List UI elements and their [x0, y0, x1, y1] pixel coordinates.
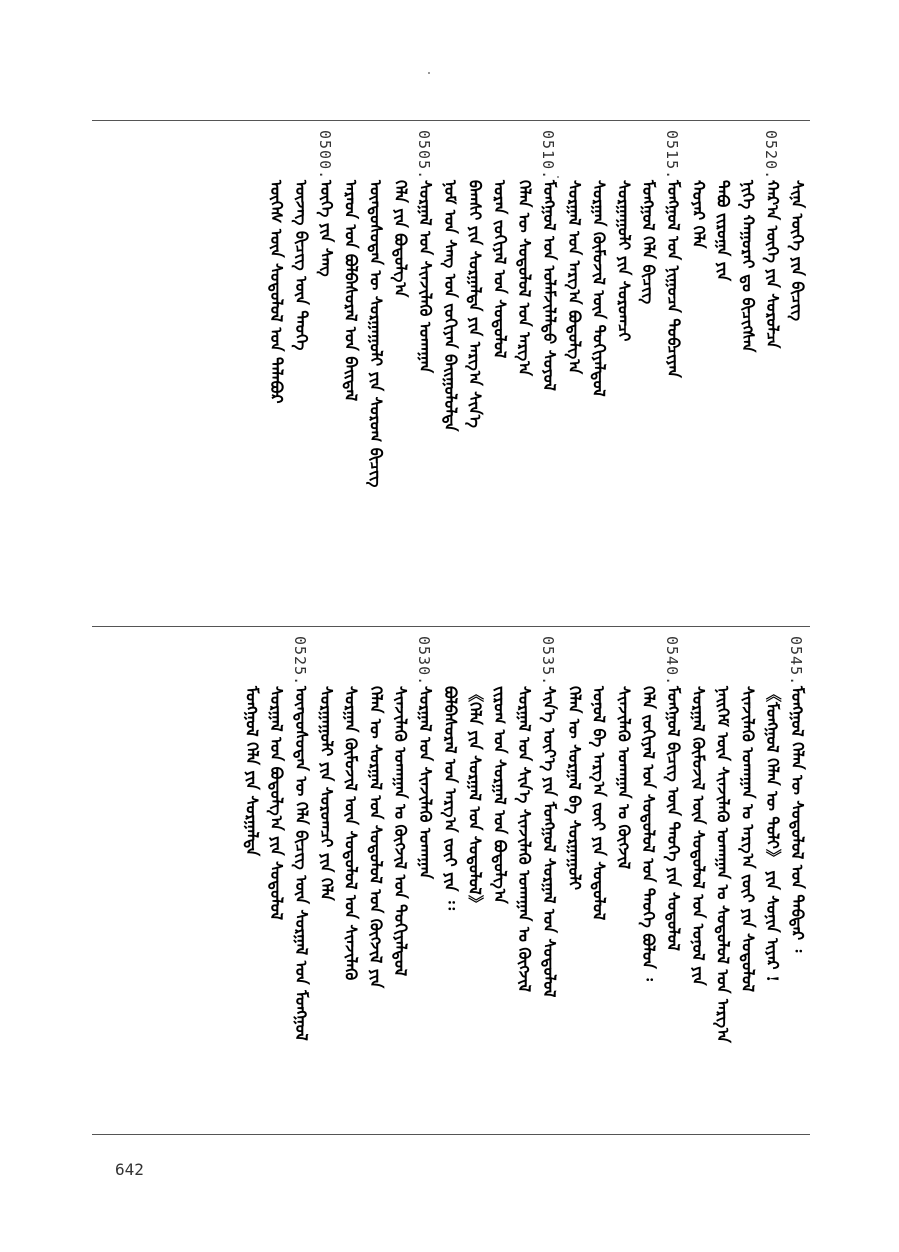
text-column — [341, 636, 361, 1116]
text-column — [539, 636, 559, 1116]
text-column — [266, 636, 286, 1116]
entry-text: ᠦᠨᠳᠦᠰᠦᠲᠡᠨ ᠦ ᠬᠡᠯᠡ ᠪᠢᠴᠢᠭ᠌ ᠦᠨ ᠰᠤᠷᠭᠠᠯ ᠤᠨ ᠮᠣᠩᠭᠣᠯ — [292, 686, 311, 1041]
entry-number: 0540. — [663, 636, 681, 687]
entry-text: ᠬᠡᠯᠡ ᠵᠣᠬᠢᠶᠠᠯ ᠤᠨ ᠰᠤᠳᠤᠯᠤᠯ ᠤᠨ ᠲᠡᠦᠬᠡ ᠪᠣᠯᠤᠨ ᠄ — [639, 686, 659, 981]
text-column — [489, 130, 509, 610]
entry-text: ᠬᠡᠯᠡᠨ ᠦ ᠰᠤᠷᠭᠠᠯ ᠪᠠ ᠰᠤᠷᠭᠠᠭᠤᠯᠢ — [564, 686, 584, 890]
text-column — [316, 130, 336, 610]
text-column — [688, 636, 708, 1116]
entry-text: ᠨᠢᠭᠡ ᠬᠠᠭᠤᠷᠠᠢ ᠳᠤ ᠪᠢᠴᠢᠭᠰᠡᠨ — [738, 180, 758, 353]
text-column — [440, 130, 460, 610]
text-column — [465, 130, 485, 610]
entry-text: ᠮᠣᠩᠭᠣᠯ ᠤᠨ ᠨᠢᠭᠤᠴᠠ ᠲᠣᠪᠴᠢᠶᠠᠨ — [664, 180, 683, 378]
middle-rule — [92, 626, 810, 627]
text-column — [737, 130, 757, 610]
entry-text: ᠰᠢᠨᠡ ᠦᠭᠡ ᠶᠢᠨ ᠪᠢᠴᠢᠭ᠌ — [788, 180, 807, 322]
entry-text: ᠬᠠᠷ᠎ᠠ ᠦᠭᠡ ᠶᠢᠨ ᠰᠤᠷᠤᠯᠴᠠ — [763, 180, 783, 349]
entry-text: ᠪᠣᠯᠪᠠᠰᠤᠷᠠᠯ ᠤᠨ ᠠᠷᠭ᠎ᠠ ᠵᠦᠢ ᠶᠢᠨ ᠄᠄ — [440, 686, 460, 910]
text-column — [365, 636, 385, 1116]
entry-text: ᠲᠠᠪᠤ ᠵᠢᠷᠤᠭᠠ ᠶᠢᠨ — [713, 180, 733, 282]
scan-speck — [428, 72, 430, 74]
text-column — [291, 636, 311, 1116]
entry-text: ᠰᠤᠷᠭᠠᠨ ᠬᠦᠮᠦᠵᠢᠯ ᠦᠨ ᠰᠤᠳᠤᠯᠤᠯ ᠤᠨ ᠰᠢᠨᠵᠢᠯᠡᠬᠦ — [341, 686, 361, 981]
entry-number: 0520. — [762, 130, 781, 181]
text-column — [539, 130, 559, 610]
entry-text: ᠬᠣᠶᠠᠷ ᠬᠡᠯᠡ — [688, 180, 708, 249]
entry-number: 0505. — [415, 130, 433, 181]
entry-text: ᠰᠤᠷᠭᠠᠯ ᠬᠦᠮᠦᠵᠢᠯ ᠦᠨ ᠰᠤᠳᠤᠯᠤᠯ ᠤᠨ ᠣᠨᠣᠯ ᠶᠢᠨ — [688, 686, 708, 986]
entry-text: ᠰᠤᠷᠭᠠᠯ ᠤᠨ ᠰᠢᠨ᠎ᠡ ᠰᠢᠨᠵᠢᠯᠡᠬᠦ ᠤᠬᠠᠭᠠᠨ ᠤ ᠬᠦᠭᠵᠢᠯ — [515, 686, 535, 992]
entry-text: ᠨᠣᠮ ᠤᠨ ᠰᠠᠩ ᠤᠨ ᠵᠣᠬᠢᠶᠠᠨ ᠪᠠᠢᠭᠤᠯᠤᠯᠲᠠ — [440, 180, 460, 432]
text-column — [316, 636, 336, 1116]
text-column — [638, 636, 658, 1116]
text-column — [564, 636, 584, 1116]
entry-number: 0535. — [539, 636, 557, 687]
entry-text: ᠰᠤᠷᠭᠠᠭᠤᠯᠢ ᠶᠢᠨ ᠰᠤᠷᠤᠭᠴᠢ — [614, 180, 634, 342]
entry-text: ᠣᠨᠣᠯ ᠪᠠ ᠠᠷᠭ᠎ᠠ ᠵᠦᠢ ᠶᠢᠨ ᠰᠤᠳᠤᠯᠤᠯ — [589, 686, 609, 921]
entry-text: ᠰᠤᠷᠭᠠᠨ ᠬᠦᠮᠦᠵᠢᠯ ᠦᠨ ᠲᠣᠬᠢᠶᠠᠯᠳᠤᠯ — [589, 180, 609, 397]
text-column — [341, 130, 361, 610]
text-column — [613, 636, 633, 1116]
text-column — [365, 130, 385, 610]
text-column — [489, 636, 509, 1116]
text-column — [564, 130, 584, 610]
entry-text: ᠵᠢᠷᠤᠭ ᠤᠨ ᠰᠤᠷᠭᠠᠯ ᠤᠨ ᠪᠣᠳᠣᠯᠭ᠎ᠠ — [490, 686, 510, 904]
entry-text: ᠰᠤᠷᠭᠠᠯ ᠤᠨ ᠰᠢᠨᠵᠢᠯᠡᠬᠦ ᠤᠬᠠᠭᠠᠨ — [416, 180, 435, 374]
entry-text: ᠰᠤᠷᠭᠠᠯ ᠤᠨ ᠪᠣᠳᠣᠯᠭ᠎ᠠ ᠶᠢᠨ ᠰᠤᠳᠤᠯᠤᠯ — [267, 686, 287, 920]
entry-text: ᠮᠣᠩᠭᠣᠯ ᠤᠨ ᠤᠯᠠᠮᠵᠢᠯᠠᠯᠲᠤ ᠰᠣᠶᠣᠯ — [540, 180, 559, 391]
entry-text: ᠰᠢᠨᠵᠢᠯᠡᠬᠦ ᠤᠬᠠᠭᠠᠨ ᠤ ᠬᠦᠭᠵᠢᠯ — [614, 686, 634, 870]
text-column — [688, 130, 708, 610]
entry-text: ᠰᠢᠨᠵᠢᠯᠡᠬᠦ ᠤᠬᠠᠭᠠᠨ ᠤ ᠬᠦᠭᠵᠢᠯ ᠤᠨ ᠲᠣᠬᠢᠶᠠᠯᠳᠤᠯ — [391, 686, 411, 977]
text-column — [762, 130, 782, 610]
text-column — [415, 636, 435, 1116]
entry-text: ᠰᠢᠨᠵᠢᠯᠡᠬᠦ ᠤᠬᠠᠭᠠᠨ ᠤ ᠠᠷᠭ᠎ᠠ ᠵᠦᠢ ᠶᠢᠨ ᠰᠤᠳᠤᠯᠤᠯ — [738, 686, 758, 993]
text-column — [638, 130, 658, 610]
entry-text: ᠪᠠᠭᠰᠢ ᠶᠢᠨ ᠰᠤᠷᠭᠠᠯᠲᠠ ᠶᠢᠨ ᠠᠷᠭ᠎ᠠ ᠰᠢᠨ᠎ᠡ — [465, 180, 485, 428]
upper-panel — [92, 130, 810, 610]
entry-number: 0500. — [315, 130, 334, 181]
entry-number: 0530. — [415, 636, 433, 687]
top-rule — [92, 120, 810, 121]
text-column — [390, 130, 410, 610]
text-column — [465, 636, 485, 1116]
text-column — [737, 636, 757, 1116]
text-column — [514, 636, 534, 1116]
bottom-rule — [92, 1134, 810, 1135]
entry-text: ᠮᠣᠩᠭᠣᠯ ᠪᠢᠴᠢᠭ᠌ ᠦᠨ ᠲᠡᠦᠬᠡ ᠶᠢᠨ ᠰᠤᠳᠤᠯᠤᠯ — [664, 686, 683, 951]
text-column — [713, 636, 733, 1116]
entry-text: ᠦᠭᠡᠰ ᠦᠨ ᠰᠤᠳᠤᠯᠤᠯ ᠤᠨ ᠲᠠᠯᠠᠪᠤᠷ — [267, 180, 287, 404]
text-column — [762, 636, 782, 1116]
text-column — [514, 130, 534, 610]
entry-text: ᠬᠡᠯᠡᠨ ᠦ ᠰᠤᠷᠭᠠᠯ ᠤᠨ ᠰᠤᠳᠤᠯᠤᠯ ᠤᠨ ᠬᠦᠭᠵᠢᠯ ᠶᠢᠨ — [366, 686, 386, 989]
text-column — [291, 130, 311, 610]
entry-text: ᠮᠣᠩᠭᠣᠯ ᠬᠡᠯᠡ ᠶᠢᠨ ᠰᠤᠷᠭᠠᠯᠲᠠ — [242, 686, 262, 857]
page-number: 642 — [115, 1160, 144, 1179]
text-column — [440, 636, 460, 1116]
entry-text: 《ᠬᠡᠯᠡ ᠶᠢᠨ ᠰᠤᠷᠭᠠᠯ ᠤᠨ ᠰᠤᠳᠤᠯᠤᠯ》 — [465, 686, 485, 911]
text-column — [266, 130, 286, 610]
text-column — [241, 636, 261, 1116]
entry-text: ᠰᠤᠷᠭᠠᠭᠤᠯᠢ ᠶᠢᠨ ᠰᠤᠷᠤᠭᠴᠢ ᠶᠢᠨ ᠬᠡᠯᠡ — [316, 686, 336, 901]
entry-text: ᠦᠨᠳᠦᠰᠦᠲᠡᠨ ᠦ ᠰᠤᠷᠭᠠᠭᠤᠯᠢ ᠶᠢᠨ ᠰᠤᠷᠤᠬ ᠪᠢᠴᠢᠭ᠌ — [366, 180, 386, 488]
entry-text: ᠠᠷᠠᠳ ᠤᠨ ᠪᠣᠯᠪᠠᠰᠤᠷᠠᠯ ᠤᠨ ᠪᠠᠢᠳᠠᠯ — [341, 180, 361, 402]
entry-number: 0525. — [291, 636, 309, 687]
text-column — [415, 130, 435, 610]
text-column — [613, 130, 633, 610]
entry-text: ᠰᠢᠨ᠎ᠡ ᠦᠶ᠎ᠡ ᠶᠢᠨ ᠮᠣᠩᠭᠣᠯ ᠰᠤᠷᠭᠠᠯ ᠤᠨ ᠰᠤᠳᠤᠯᠤᠯ — [540, 686, 559, 998]
entry-text: ᠰᠤᠷᠭᠠᠯ ᠤᠨ ᠠᠷᠭ᠎ᠠ ᠪᠣᠳᠣᠯᠭ᠎ᠠ — [564, 180, 584, 375]
text-column — [390, 636, 410, 1116]
entry-text: ᠬᠡᠯᠡ ᠶᠢᠨ ᠪᠣᠳᠣᠯᠭ᠎ᠠ — [391, 180, 411, 298]
text-column — [589, 130, 609, 610]
entry-text: ᠦᠵᠡᠭ ᠪᠢᠴᠢᠭ᠌ ᠦᠨ ᠲᠡᠦᠬᠡ — [292, 180, 311, 351]
entry-text: ᠮᠣᠩᠭᠣᠯ ᠬᠡᠯᠡᠨ ᠦ ᠰᠤᠳᠤᠯᠤᠯ ᠤᠨ ᠳᠡᠪᠲᠡᠷ ᠄ — [788, 686, 807, 953]
entry-text: ᠮᠣᠩᠭᠣᠯ ᠬᠡᠯᠡ ᠪᠢᠴᠢᠭ᠌ — [639, 180, 659, 305]
entry-text: ᠨᠡᠢᠭᠡᠮ ᠦᠨ ᠰᠢᠨᠵᠢᠯᠡᠬᠦ ᠤᠬᠠᠭᠠᠨ ᠤ ᠰᠤᠳᠤᠯᠤᠯ ᠤᠨ ᠠᠷᠭ᠎ᠠ — [713, 686, 733, 1043]
entry-number: 0515. — [663, 130, 681, 181]
text-column — [713, 130, 733, 610]
text-column — [663, 130, 683, 610]
text-column — [787, 636, 807, 1116]
entry-text: 《ᠮᠣᠩᠭᠣᠯ ᠬᠡᠯᠡᠨ ᠦ ᠲᠣᠯᠢ》 ᠶᠢᠨ ᠰᠣᠨᠢᠨ ᠢᠶᠡᠷ ! — [763, 686, 783, 983]
entry-number: 0510. — [539, 130, 557, 181]
text-column — [787, 130, 807, 610]
entry-number: 0545. — [787, 636, 805, 687]
entry-text: ᠤᠷᠠᠨ ᠵᠣᠬᠢᠶᠠᠯ ᠤᠨ ᠰᠤᠳᠤᠯᠤᠯ — [490, 180, 510, 359]
text-column — [589, 636, 609, 1116]
entry-text: ᠰᠤᠷᠭᠠᠯ ᠤᠨ ᠰᠢᠨᠵᠢᠯᠡᠬᠦ ᠤᠬᠠᠭᠠᠨ — [416, 686, 435, 880]
entry-text: ᠬᠡᠯᠡᠨ ᠦ ᠰᠤᠳᠤᠯᠤᠯ ᠤᠨ ᠠᠷᠭ᠎ᠠ — [515, 180, 535, 377]
lower-panel — [92, 636, 810, 1116]
entry-text: ᠦᠭᠡ ᠶᠢᠨ ᠰᠠᠩ — [316, 180, 336, 277]
text-column — [663, 636, 683, 1116]
